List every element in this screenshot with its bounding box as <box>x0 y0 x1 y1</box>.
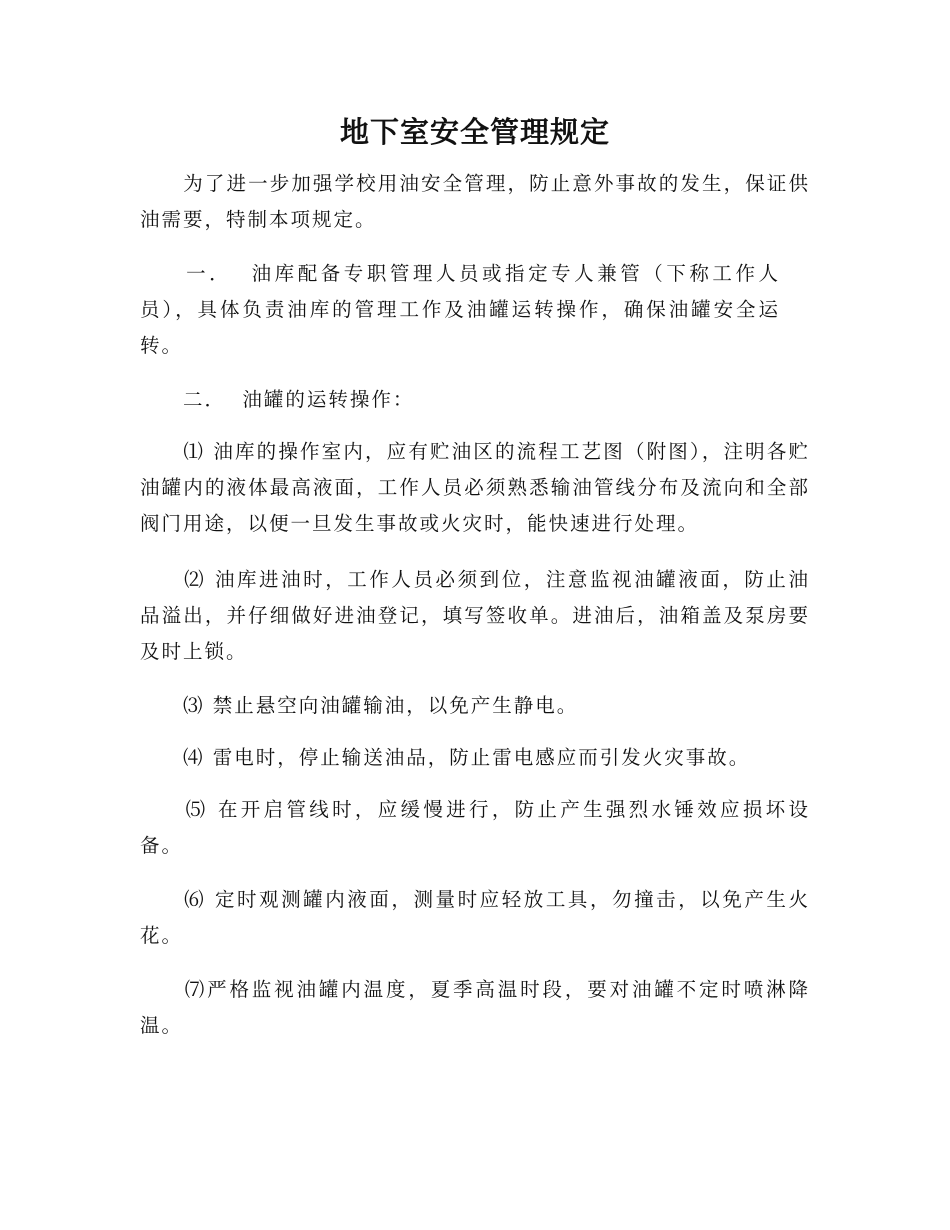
paragraph-item-3: ⑶ 禁止悬空向油罐输油，以免产生静电。 <box>140 694 579 717</box>
paragraph-section-2: 二． 油罐的运转操作： <box>140 388 415 411</box>
paragraph-item-1: ⑴ 油库的操作室内，应有贮油区的流程工艺图（附图），注明各贮油罐内的液体最高液面，工作人员必须熟悉输油管线分布及流向和全部阀门用途，以便一旦发生事故或火灾时，能快速进行处理。 <box>140 440 810 535</box>
paragraph-item-7: ⑺严格监视油罐内温度，夏季高温时段，要对油罐不定时喷淋降温。 <box>140 978 810 1037</box>
paragraph-intro: 为了进一步加强学校用油安全管理，防止意外事故的发生，保证供油需要，特制本项规定。 <box>140 172 810 231</box>
paragraph-item-2: ⑵ 油库进油时，工作人员必须到位，注意监视油罐液面，防止油品溢出，并仔细做好进油登记，填写签收单。进油后，油箱盖及泵房要及时上锁。 <box>140 568 810 663</box>
paragraph-item-4: ⑷ 雷电时，停止输送油品，防止雷电感应而引发火灾事故。 <box>140 746 751 769</box>
document-title: 地下室安全管理规定 <box>339 115 610 149</box>
paragraph-item-6: ⑹ 定时观测罐内液面，测量时应轻放工具，勿撞击，以免产生火花。 <box>140 888 810 947</box>
paragraph-section-1: 一． 油库配备专职管理人员或指定专人兼管（下称工作人员），具体负责油库的管理工作及油罐运转操作，确保油罐安全运转。 <box>140 262 780 357</box>
paragraph-item-5: ⑸ 在开启管线时，应缓慢进行，防止产生强烈水锤效应损坏设备。 <box>140 798 810 857</box>
